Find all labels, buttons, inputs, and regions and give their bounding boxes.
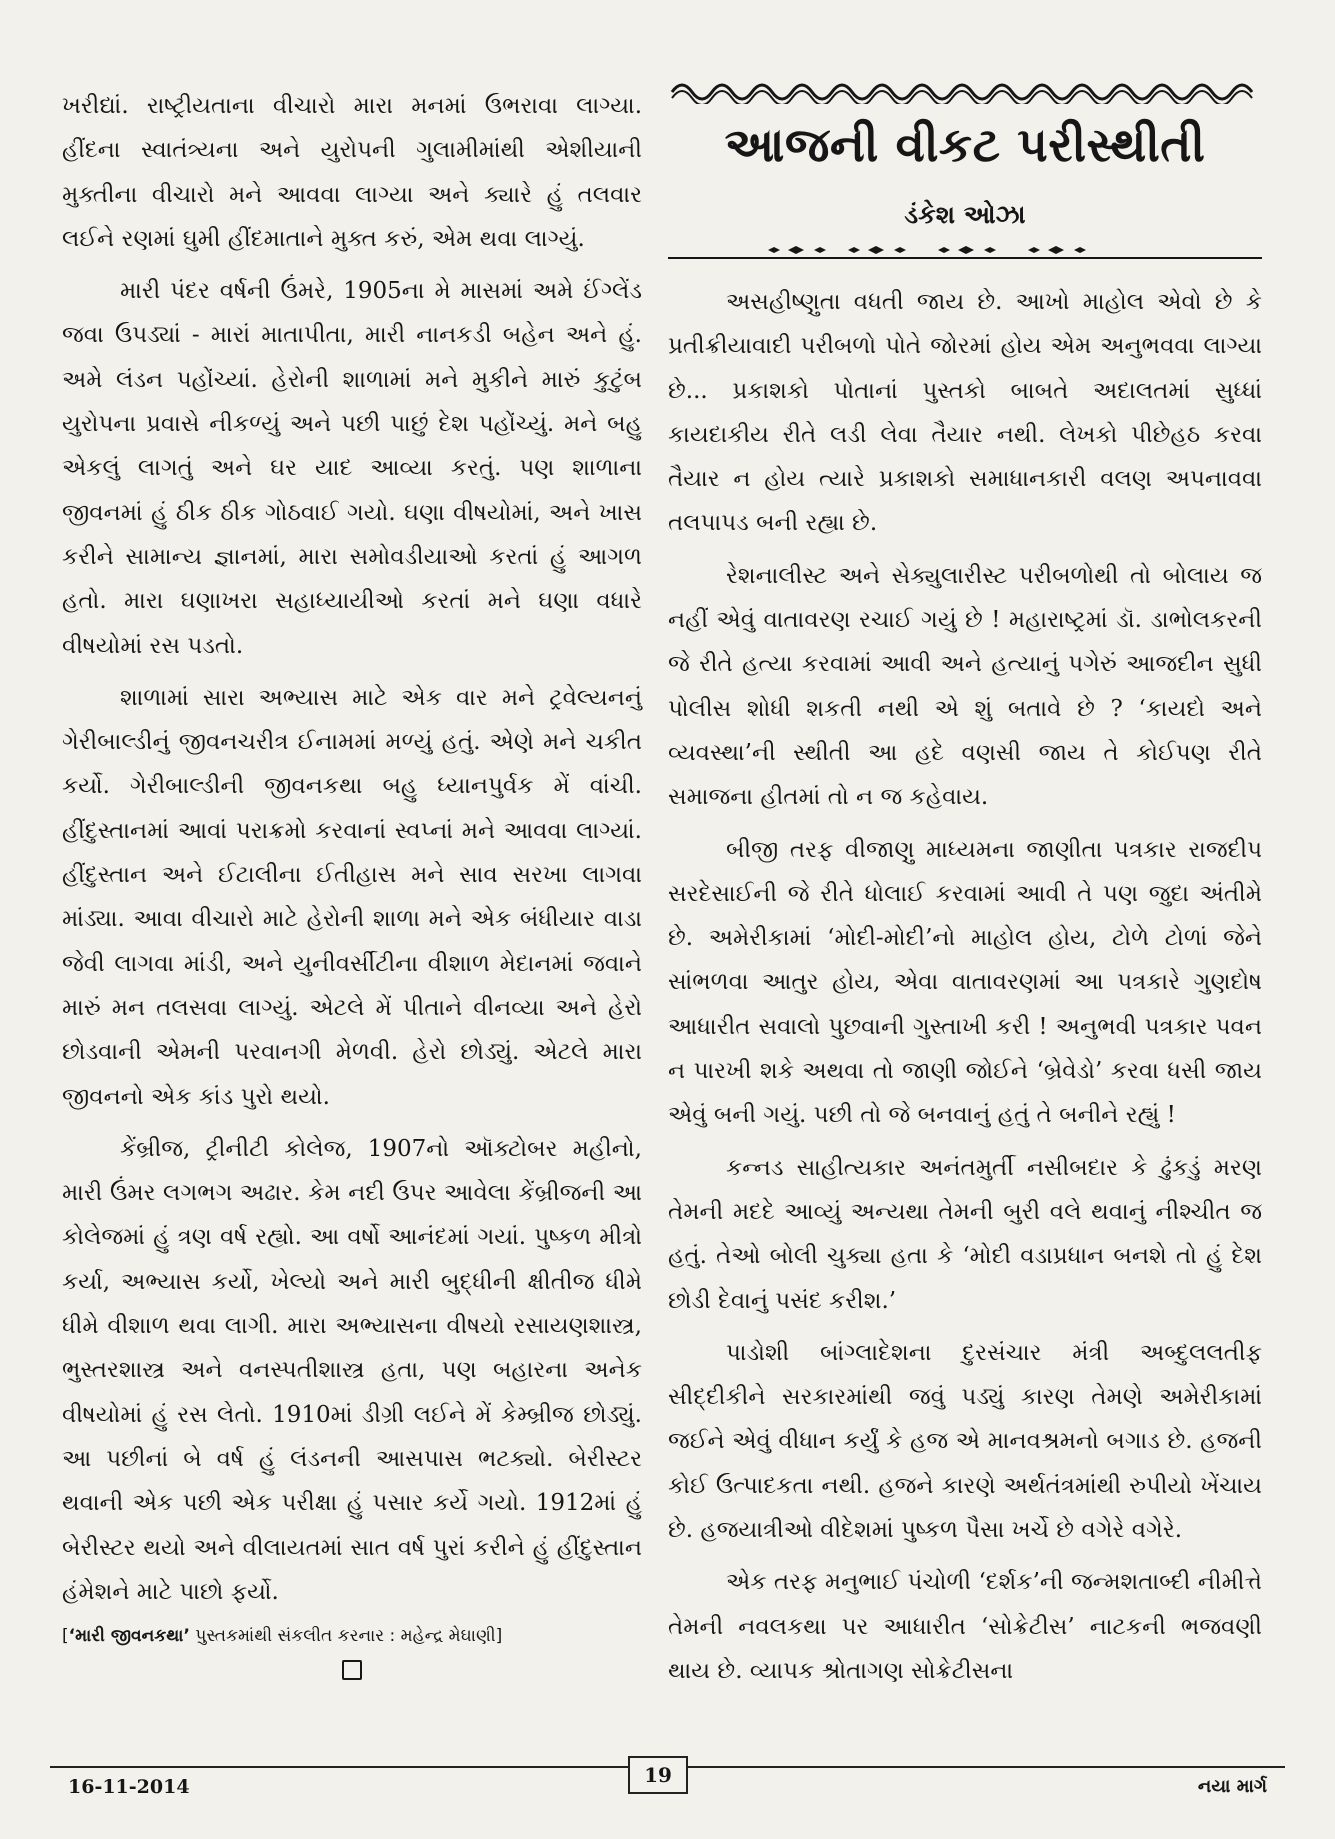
right-paragraph-4: કન્નડ સાહીત્યકાર અનંતમુર્તી નસીબદાર કે ઢુંકડું મરણ તેમની મદદે આવ્યું અન્યથા તેમની બુરી વલે થવાનું નીશ્ચીત જ હતું. તેઓ બોલી ચુક્યા હતા કે ‘મોદી વડાપ્રધાન બનશે તો હું દેશ છોડી દેવાનું પસંદ કરીશ.’ <box>668 1154 1262 1314</box>
source-book-title: ‘મારી જીવનકથા’ <box>68 1626 190 1647</box>
ornamental-divider <box>668 236 1262 266</box>
right-column <box>668 78 1262 1701</box>
issue-date: 16-11-2014 <box>68 1776 190 1798</box>
left-paragraph-4: કેંબ્રીજ, ટ્રીનીટી કોલેજ, 1907નો ઑક્ટોબર મહીનો, મારી ઉંમર લગભગ અઢાર. કેમ નદી ઉપર આવેલા કેંબ્રીજની આ કોલેજમાં હું ત્રણ વર્ષ રહ્યો. આ વર્ષો આનંદમાં ગયાં. પુષ્કળ મીત્રો કર્યા, અભ્યાસ કર્યો, ખેલ્યો અને મારી બુદ્ધીની ક્ષીતીજ ધીમે ધીમે વીશાળ થવા લાગી. મારા અભ્યાસના વીષયો રસાયણશાસ્ત્ર, ભુસ્તરશાસ્ત્ર અને વનસ્પતીશાસ્ત્ર હતા, પણ બહારના અનેક વીષયોમાં હું રસ લેતો. 1910માં ડીગ્રી લઈને મેં કેમ્બ્રીજ છોડ્યું. આ પછીનાં બે વર્ષ હું લંડનની આસપાસ ભટક્યો. બેરીસ્ટર થવાની એક પછી એક પરીક્ષા હું પસાર કર્યે ગયો. 1912માં હું બેરીસ્ટર થયો અને વીલાયતમાં સાત વર્ષ પુરાં કરીને હું હીંદુસ્તાન હંમેશને માટે પાછો ફર્યો. <box>62 1135 642 1605</box>
article-title: આજની વીકટ પરીસ્થીતી <box>724 118 1206 173</box>
page-footer <box>50 1756 1285 1796</box>
source-credit: [‘મારી જીવનકથા’ પુસ્તકમાંથી સંકલીત કરનાર : મહેન્દ્ર મેઘાણી] <box>62 1626 503 1647</box>
article-author: ડંકેશ ઓઝા <box>904 200 1026 229</box>
right-paragraph-3: બીજી તરફ વીજાણુ માધ્યમના જાણીતા પત્રકાર રાજદીપ સરદેસાઈની જે રીતે ધોલાઈ કરવામાં આવી તે પણ જુદા અંતીમે છે. અમેરીકામાં ‘મોદી-મોદી’નો માહોલ હોય, ટોળે ટોળાં જેને સાંભળવા આતુર હોય, એવા વાતાવરણમાં આ પત્રકારે ગુણદોષ આધારીત સવાલો પુછવાની ગુસ્તાખી કરી ! અનુભવી પત્રકાર પવન ન પારખી શકે અથવા તો જાણી જોઈને ‘બ્રેવેડો’ કરવા ધસી જાય એવું બની ગયું. પછી તો જે બનવાનું હતું તે બનીને રહ્યું ! <box>668 836 1262 1129</box>
right-paragraph-2: રેશનાલીસ્ટ અને સેક્યુલારીસ્ટ પરીબળોથી તો બોલાય જ નહીં એવું વાતાવરણ રચાઈ ગયું છે ! મહારાષ્ટ્રમાં ડૉ. ડાભોલકરની જે રીતે હત્યા કરવામાં આવી અને હત્યાનું પગેરું આજદીન સુધી પોલીસ શોધી શકતી નથી એ શું બતાવે છે ? ‘કાયદો અને વ્યવસ્થા’ની સ્થીતી આ હદે વણસી જાય તે કોઈપણ રીતે સમાજના હીતમાં તો ન જ કહેવાય. <box>668 562 1262 811</box>
right-paragraph-5: પાડોશી બાંગ્લાદેશના દુરસંચાર મંત્રી અબ્દુલલતીફ સીદ્દીકીને સરકારમાંથી જવું પડ્યું કારણ તેમણે અમેરીકામાં જઈને એવું વીધાન કર્યું કે હજ એ માનવશ્રમનો બગાડ છે. હજની કોઈ ઉત્પાદકતા નથી. હજને કારણે અર્થતંત્રમાંથી રુપીયો ખેંચાય છે. હજયાત્રીઓ વીદેશમાં પુષ્કળ પૈસા ખર્ચે છે વગેરે વગેરે. <box>668 1339 1262 1544</box>
left-column <box>62 84 642 1680</box>
decorative-wave-border <box>668 78 1262 104</box>
right-paragraph-1: અસહીષ્ણુતા વધતી જાય છે. આખો માહોલ એવો છે કે પ્રતીક્રીયાવાદી પરીબળો પોતે જોરમાં હોય એમ અનુભવવા લાગ્યા છે... પ્રકાશકો પોતાનાં પુસ્તકો બાબતે અદાલતમાં સુધ્ધાં કાયદાકીય રીતે લડી લેવા તૈયાર નથી. લેખકો પીછેહઠ કરવા તૈયાર ન હોય ત્યારે પ્રકાશકો સમાધાનકારી વલણ અપનાવવા તલપાપડ બની રહ્યા છે. <box>668 289 1262 537</box>
left-paragraph-2: મારી પંદર વર્ષની ઉંમરે, 1905ના મે માસમાં અમે ઈંગ્લેંડ જવા ઉપડ્યાં - મારાં માતાપીતા, મારી નાનકડી બહેન અને હું. અમે લંડન પહોંચ્યાં. હેરોની શાળામાં મને મુકીને મારું કુટુંબ યુરોપના પ્રવાસે નીકળ્યું અને પછી પાછું દેશ પહોંચ્યું. મને બહુ એકલું લાગતું અને ઘર યાદ આવ્યા કરતું. પણ શાળાના જીવનમાં હું ઠીક ઠીક ગોઠવાઈ ગયો. ઘણા વીષયોમાં, અને ખાસ કરીને સામાન્ય જ્ઞાનમાં, મારા સમોવડીયાઓ કરતાં હું આગળ હતો. મારા ઘણાખરા સહાધ્યાયીઓ કરતાં મને ઘણા વધારે વીષયોમાં રસ પડતો. <box>62 278 642 659</box>
page-number: 19 <box>628 1756 688 1794</box>
left-paragraph-3: શાળામાં સારા અભ્યાસ માટે એક વાર મને ટ્રવેલ્યનનું ગેરીબાલ્ડીનું જીવનચરીત્ર ઈનામમાં મળ્યું હતું. એણે મને ચકીત કર્યો. ગેરીબાલ્ડીની જીવનકથા બહુ ધ્યાનપુર્વક મેં વાંચી. હીંદુસ્તાનમાં આવાં પરાક્રમો કરવાનાં સ્વપ્નાં મને આવવા લાગ્યાં. હીંદુસ્તાન અને ઈટાલીના ઈતીહાસ મને સાવ સરખા લાગવા માંડ્યા. આવા વીચારો માટે હેરોની શાળા મને એક બંધીયાર વાડા જેવી લાગવા માંડી, અને યુનીવર્સીટીના વીશાળ મેદાનમાં જવાને મારું મન તલસવા લાગ્યું. એટલે મેં પીતાને વીનવ્યા અને હેરો છોડવાની એમની પરવાનગી મેળવી. હેરો છોડ્યું. એટલે મારા જીવનનો એક કાંડ પુરો થયો. <box>62 684 642 1110</box>
article-end-mark <box>342 1660 362 1680</box>
left-paragraph-1: ખરીદ્યાં. રાષ્ટ્રીયતાના વીચારો મારા મનમાં ઉભરાવા લાગ્યા. હીંદના સ્વાતંત્ર્યના અને યુરોપની ગુલામીમાંથી એશીયાની મુક્તીના વીચારો મને આવવા લાગ્યા અને ક્યારે હું તલવાર લઈને રણમાં ઘુમી હીંદમાતાને મુક્ત કરું, એમ થવા લાગ્યું. <box>62 93 642 252</box>
magazine-name: નયા માર્ગ <box>1197 1776 1267 1797</box>
source-compiler: પુસ્તકમાંથી સંકલીત કરનાર : મહેન્દ્ર મેઘાણી] <box>189 1626 503 1647</box>
right-paragraph-6: એક તરફ મનુભાઈ પંચોળી ‘દર્શક’ની જન્મશતાબ્દી નીમીત્તે તેમની નવલકથા પર આધારીત ‘સોક્રેટીસ’ નાટકની ભજવણી થાય છે. વ્યાપક શ્રોતાગણ સોક્રેટીસના <box>668 1569 1262 1684</box>
